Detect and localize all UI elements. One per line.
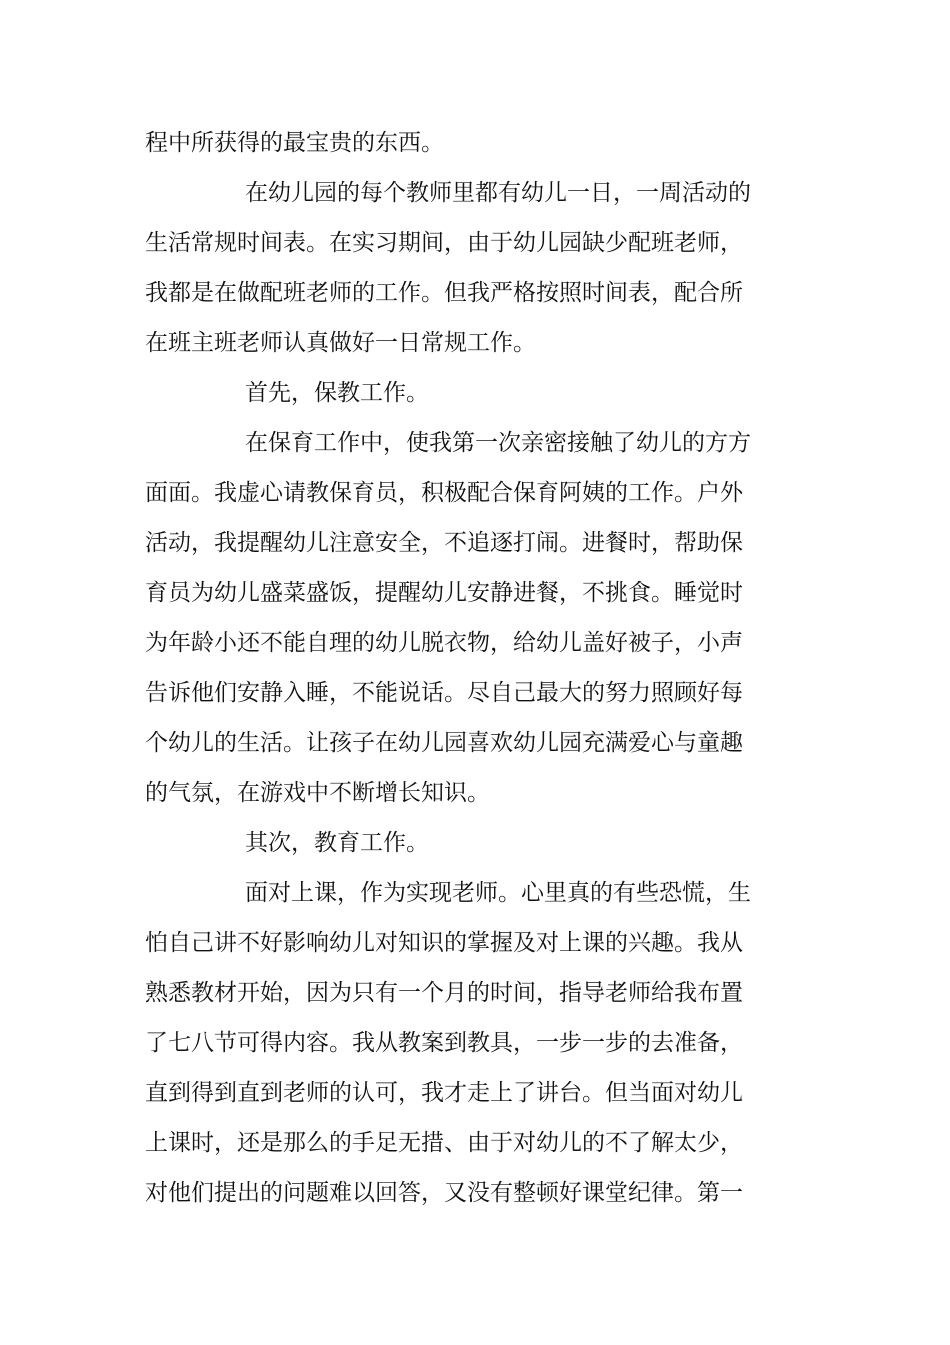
text-line: 育员为幼儿盛菜盛饭，提醒幼儿安静进餐，不挑食。睡觉时: [145, 580, 743, 606]
text-line: 我都是在做配班老师的工作。但我严格按照时间表，配合所: [145, 280, 743, 306]
text-line: 生活常规时间表。在实习期间，由于幼儿园缺少配班老师，: [145, 230, 743, 256]
text-line: 面面。我虚心请教保育员，积极配合保育阿姨的工作。户外: [145, 480, 743, 506]
text-line: 告诉他们安静入睡，不能说话。尽自己最大的努力照顾好每: [145, 680, 743, 706]
text-line: 面对上课，作为实现老师。心里真的有些恐慌，生: [245, 880, 751, 906]
text-line: 程中所获得的最宝贵的东西。: [145, 130, 444, 156]
text-line: 个幼儿的生活。让孩子在幼儿园喜欢幼儿园充满爱心与童趣: [145, 730, 743, 756]
text-line: 其次，教育工作。: [245, 830, 429, 856]
text-line: 怕自己讲不好影响幼儿对知识的掌握及对上课的兴趣。我从: [145, 930, 743, 956]
text-line: 的气氛，在游戏中不断增长知识。: [145, 780, 490, 806]
text-line: 为年龄小还不能自理的幼儿脱衣物，给幼儿盖好被子，小声: [145, 630, 743, 656]
text-line: 直到得到直到老师的认可，我才走上了讲台。但当面对幼儿: [145, 1080, 743, 1106]
text-line: 活动，我提醒幼儿注意安全，不追逐打闹。进餐时，帮助保: [145, 530, 743, 556]
text-line: 在保育工作中，使我第一次亲密接触了幼儿的方方: [245, 430, 751, 456]
text-line: 在班主班老师认真做好一日常规工作。: [145, 330, 536, 356]
text-line: 对他们提出的问题难以回答，又没有整顿好课堂纪律。第一: [145, 1180, 743, 1206]
text-line: 熟悉教材开始，因为只有一个月的时间，指导老师给我布置: [145, 980, 743, 1006]
text-line: 了七八节可得内容。我从教案到教具，一步一步的去准备，: [145, 1030, 743, 1056]
text-line: 在幼儿园的每个教师里都有幼儿一日，一周活动的: [245, 180, 751, 206]
text-line: 上课时，还是那么的手足无措、由于对幼儿的不了解太少，: [145, 1130, 743, 1156]
text-line: 首先，保教工作。: [245, 380, 429, 406]
